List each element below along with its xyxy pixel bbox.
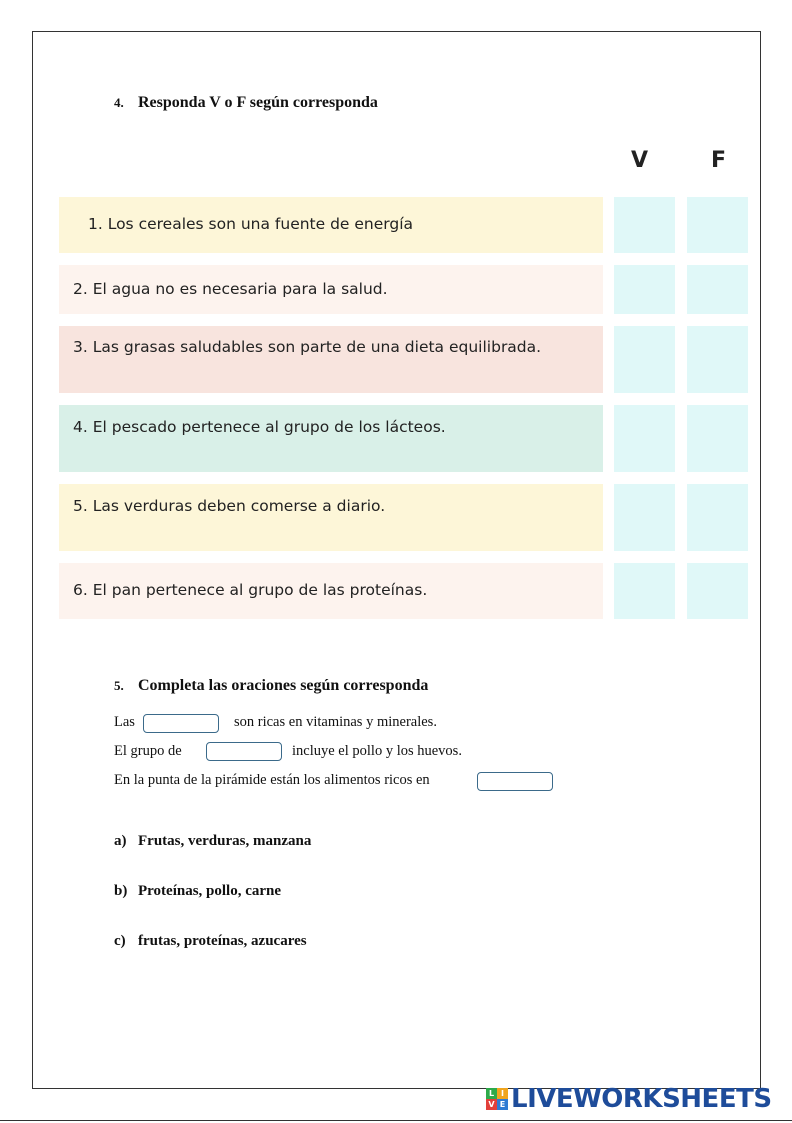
statement-text: 4. El pescado pertenece al grupo de los lácteos. [73, 418, 446, 436]
sentence-3-start: En la punta de la pirámide están los alimentos ricos en [114, 772, 430, 788]
answer-cell-true[interactable] [614, 484, 675, 551]
option-label: b) [114, 883, 128, 899]
answer-cell-true[interactable] [614, 197, 675, 253]
mark-letter: L [486, 1088, 497, 1099]
option-b [114, 883, 281, 900]
answer-cell-false[interactable] [687, 405, 748, 472]
page-frame [32, 31, 761, 1089]
column-header-true: V [631, 148, 649, 173]
answer-cell-false[interactable] [687, 197, 748, 253]
option-text: Frutas, verduras, manzana [138, 833, 312, 849]
column-header-false: F [711, 148, 727, 173]
answer-cell-false[interactable] [687, 563, 748, 619]
mark-letter: E [497, 1099, 508, 1110]
section-4-heading [114, 94, 378, 112]
option-text: Proteínas, pollo, carne [138, 883, 282, 899]
statement-row [59, 326, 603, 393]
section-5-title: Completa las oraciones según corresponda [138, 677, 429, 694]
section-5-heading [114, 677, 428, 695]
section-4-number: 4. [114, 95, 124, 110]
sentence-1-start: Las [114, 714, 135, 730]
mark-letter: I [497, 1088, 508, 1099]
bottom-divider [0, 1120, 792, 1121]
statement-text: 5. Las verduras deben comerse a diario. [73, 497, 386, 515]
section-4-title: Responda V o F según corresponda [138, 94, 378, 111]
option-c [114, 933, 307, 950]
statement-row [59, 484, 603, 551]
answer-cell-true[interactable] [614, 265, 675, 314]
answer-cell-false[interactable] [687, 484, 748, 551]
answer-cell-false[interactable] [687, 326, 748, 393]
liveworksheets-mark-icon [486, 1088, 508, 1110]
statement-row [59, 405, 603, 472]
option-text: frutas, proteínas, azucares [138, 933, 307, 949]
liveworksheets-logo [486, 1085, 772, 1113]
option-label: c) [114, 933, 126, 949]
answer-cell-true[interactable] [614, 405, 675, 472]
statement-text: 2. El agua no es necesaria para la salud. [73, 280, 388, 298]
sentence-1-end: son ricas en vitaminas y minerales. [234, 714, 437, 730]
fill-blank-3[interactable] [477, 772, 553, 791]
option-label: a) [114, 833, 127, 849]
answer-cell-true[interactable] [614, 326, 675, 393]
answer-cell-false[interactable] [687, 265, 748, 314]
statement-text: 1. Los cereales son una fuente de energía [88, 215, 414, 233]
answer-cell-true[interactable] [614, 563, 675, 619]
fill-blank-1[interactable] [143, 714, 219, 733]
statement-text: 6. El pan pertenece al grupo de las proteínas. [73, 581, 428, 599]
fill-blank-2[interactable] [206, 742, 282, 761]
sentence-2-start: El grupo de [114, 743, 182, 759]
sentence-2-end: incluye el pollo y los huevos. [292, 743, 462, 759]
option-a [114, 833, 311, 850]
mark-letter: V [486, 1099, 497, 1110]
statement-text: 3. Las grasas saludables son parte de una dieta equilibrada. [73, 338, 542, 356]
statement-row [59, 265, 603, 314]
statement-row [59, 563, 603, 619]
statement-row [59, 197, 603, 253]
brand-name: LIVEWORKSHEETS [511, 1084, 772, 1114]
section-5-number: 5. [114, 678, 124, 693]
